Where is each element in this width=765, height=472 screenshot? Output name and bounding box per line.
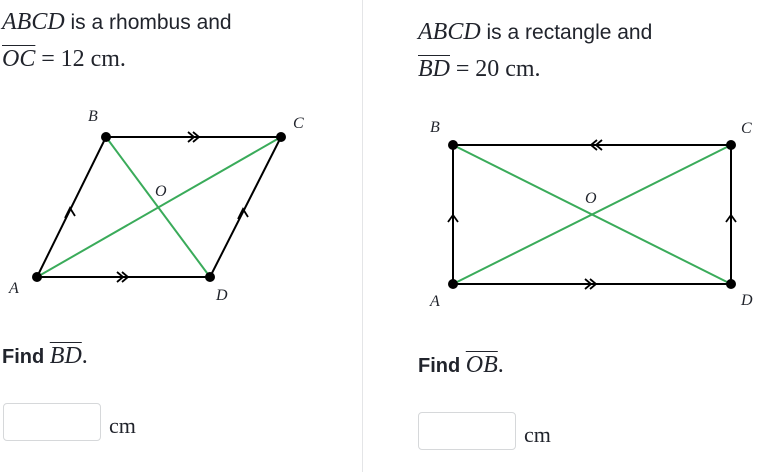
right-find-segment: $\overline{OB}$ — [465, 352, 498, 378]
right-find-period: . — [497, 352, 504, 378]
label-o: O — [155, 183, 167, 200]
left-find-segment: $\overline{BD}$ — [49, 343, 82, 369]
rhombus-diagram — [0, 100, 362, 310]
label-c: C — [293, 115, 304, 132]
label-c: C — [741, 120, 752, 137]
left-given-value: 12 cm. — [60, 46, 126, 72]
left-equals-sign: = — [41, 46, 55, 72]
right-equals-sign: = — [455, 56, 470, 82]
right-unit-label: cm — [524, 422, 551, 447]
vertex-a-dot — [448, 279, 458, 289]
right-problem-panel — [362, 0, 765, 472]
vertex-c-dot — [726, 140, 736, 150]
right-find-label: Find — [418, 355, 461, 377]
right-answer-input[interactable] — [418, 412, 516, 450]
right-prompt-line-1 — [418, 14, 652, 51]
right-find-prompt — [418, 352, 504, 379]
label-d: D — [216, 287, 228, 304]
label-b: B — [430, 119, 440, 136]
left-shape-type-text: is a rhombus and — [70, 11, 232, 34]
right-shape-name: ABCD — [418, 19, 481, 45]
left-shape-name: ABCD — [2, 9, 65, 35]
label-a: A — [9, 280, 19, 297]
rectangle-diagram — [363, 110, 765, 310]
left-find-label: Find — [2, 346, 45, 368]
label-d: D — [741, 292, 753, 309]
left-given-segment: $\overline{OC}$ — [2, 46, 36, 72]
diagonal-bd — [106, 137, 210, 277]
vertex-c-dot — [276, 132, 286, 142]
label-o: O — [585, 190, 597, 207]
left-unit-label: cm — [109, 413, 136, 438]
left-prompt-line-2 — [2, 41, 232, 78]
right-given-value: 20 cm. — [475, 56, 541, 82]
left-prompt-line-1 — [2, 4, 232, 41]
vertex-b-dot — [448, 140, 458, 150]
left-find-period: . — [81, 343, 88, 369]
label-b: B — [88, 108, 98, 125]
right-problem-statement — [418, 14, 652, 88]
vertex-d-dot — [205, 272, 215, 282]
vertex-b-dot — [101, 132, 111, 142]
left-find-prompt — [2, 343, 88, 370]
vertex-a-dot — [32, 272, 42, 282]
vertex-d-dot — [726, 279, 736, 289]
parallel-arrow-ab — [65, 208, 75, 218]
left-answer-input[interactable] — [3, 403, 101, 441]
right-shape-type-text: is a rectangle and — [486, 21, 653, 44]
left-problem-panel — [0, 0, 362, 472]
left-problem-statement — [2, 4, 232, 78]
right-given-segment: $\overline{BD}$ — [418, 56, 450, 82]
label-a: A — [430, 293, 440, 310]
right-prompt-line-2 — [418, 51, 652, 88]
